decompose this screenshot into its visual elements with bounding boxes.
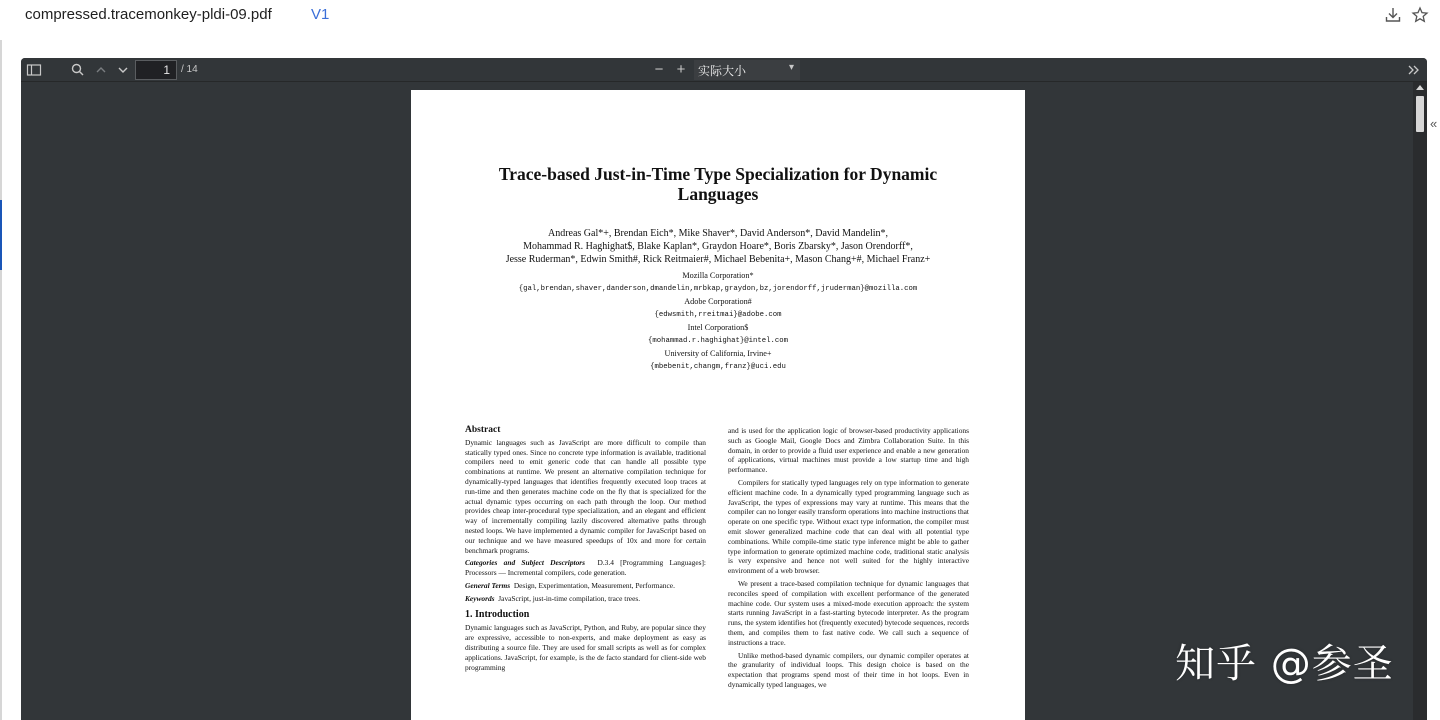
- pdf-toolbar: [21, 58, 1427, 82]
- terms-text: Design, Experimentation, Measurement, Performance.: [513, 580, 675, 590]
- pdf-viewer: [21, 58, 1427, 720]
- file-name: compressed.tracemonkey-pldi-09.pdf: [25, 6, 272, 23]
- affiliation-org: University of California, Irvine+: [664, 349, 772, 358]
- page-number-input[interactable]: 1: [135, 60, 177, 80]
- authors-line-3: Jesse Ruderman*, Edwin Smith#, Rick Reitmaier#, Michael Bebenita+, Mason Chang+#, Michael Franz+: [505, 254, 931, 265]
- right-paragraph-1: and is used for the application logic of browser-based productivity applications such as Google Mail, Google Docs and Zimbra Collaboration Suite. In this domain, in order to provide a fluid user experience and enable a new generation of applications, virtual machines must provide a low startup time and high performance.: [728, 426, 969, 475]
- scroll-thumb[interactable]: [1416, 96, 1424, 132]
- intro-heading: 1. Introduction: [465, 608, 530, 620]
- zoom-value: 实际大小: [698, 64, 747, 78]
- author-list: [431, 227, 1005, 266]
- collapse-panel-icon[interactable]: «: [1430, 116, 1438, 131]
- left-column: [465, 426, 706, 675]
- affiliation-email: {mbebenit,changm,franz}@uci.edu: [650, 362, 786, 371]
- right-paragraph-3: We present a trace-based compilation technique for dynamic languages that reconciles speed of compilation with excellent performance of the generated machine code. Our system uses a mixed-mode execution approach: the system starts running JavaScript in a fast-starting bytecode interpreter. As the program runs, the system identifies hot (frequently executed) bytecode sequences, records them, and compiles them to fast native code. We call such a sequence of instructions a trace.: [728, 578, 969, 647]
- abstract-heading: Abstract: [465, 425, 501, 435]
- watermark: 知乎 @参圣: [1175, 641, 1394, 687]
- page-total: / 14: [181, 64, 198, 75]
- scroll-up-arrow[interactable]: [1416, 85, 1424, 90]
- paper-title: [451, 164, 985, 204]
- zoom-out-button[interactable]: −: [654, 61, 664, 78]
- file-version-badge[interactable]: V1: [311, 6, 330, 23]
- star-icon[interactable]: [1411, 6, 1429, 24]
- left-edge-marker: [0, 200, 2, 270]
- affiliation-org: Adobe Corporation#: [684, 297, 752, 306]
- categories: [465, 558, 706, 578]
- title-line-1: Trace-based Just-in-Time Type Specialization for Dynamic: [498, 164, 938, 184]
- affiliation-email: {edwsmith,rreitmai}@adobe.com: [654, 310, 782, 319]
- chevron-down-icon[interactable]: [114, 61, 132, 79]
- pdf-page: [411, 90, 1025, 720]
- abstract-text: Dynamic languages such as JavaScript are more difficult to compile than statically typed ones. Since no concrete type information is available, traditional compilers need to emit generic code that can handle all possible type combinations at runtime. We present an alternative compilation technique for dynamically-typed languages that identifies frequently executed loop traces at run-time and then generates machine code on the fly that is specialized for the actual dynamic types occurring on each path through the loop. Our method provides cheap inter-procedural type specialization, and an elegant and efficient way of incrementally compiling lazily discovered alternative paths through nested loops. We have implemented a dynamic compiler for JavaScript based on our technique and we have measured speedups of 10x and more for certain benchmark programs.: [465, 437, 706, 555]
- double-chevron-right-icon[interactable]: [1405, 61, 1423, 79]
- zoom-select[interactable]: [694, 60, 800, 80]
- keywords: [465, 594, 706, 604]
- affiliation-intel: [431, 322, 1005, 347]
- affiliation-email: {mohammad.r.haghighat}@intel.com: [647, 336, 789, 345]
- file-header: [0, 0, 1440, 40]
- affiliation-uci: [431, 348, 1005, 373]
- download-icon[interactable]: [1384, 6, 1402, 24]
- search-icon[interactable]: [69, 61, 87, 79]
- keywords-text: JavaScript, just-in-time compilation, trace trees.: [498, 593, 641, 603]
- chevron-up-icon[interactable]: [92, 61, 110, 79]
- right-paragraph-4: Unlike method-based dynamic compilers, our dynamic compiler operates at the granularity of individual loops. This design choice is based on the expectation that programs spend most of their time in hot loops. Even in dynamically typed languages, we: [728, 650, 969, 689]
- vertical-scrollbar[interactable]: [1413, 82, 1427, 720]
- right-paragraph-2: Compilers for statically typed languages rely on type information to generate efficient machine code. In a dynamically typed programming language such as JavaScript, the types of expressions may vary at runtime. This means that the compiler can no longer easily transform operations into machine instructions that operate on one specific type. Without exact type information, the compiler must emit slower generalized machine code that can deal with all potential type combinations. While compile-time static type inference might be able to gather type information to generate optimized machine code, traditional static analysis is very expensive and hence not well suited for the highly interactive environment of a web browser.: [728, 477, 969, 576]
- authors-line-1: Andreas Gal*+, Brendan Eich*, Mike Shaver*, David Anderson*, David Mandelin*,: [547, 228, 888, 239]
- title-line-2: Languages: [677, 184, 759, 204]
- categories-label: Categories and Subject Descriptors: [465, 558, 586, 568]
- zoom-in-button[interactable]: +: [676, 61, 686, 78]
- intro-text: Dynamic languages such as JavaScript, Python, and Ruby, are popular since they are expressive, accessible to non-experts, and make deployment as easy as distributing a source file. They are used for small scripts as well as for complex applications. JavaScript, for example, is the de facto standard for client-side web programming: [465, 623, 706, 672]
- left-edge: [0, 40, 2, 720]
- affiliation-org: Intel Corporation$: [687, 323, 749, 332]
- right-column: [728, 426, 969, 693]
- keywords-label: Keywords: [465, 593, 495, 603]
- terms-label: General Terms: [465, 580, 511, 590]
- affiliation-email: {gal,brendan,shaver,danderson,dmandelin,mrbkap,graydon,bz,jorendorff,jruderman}@mozilla.com: [518, 284, 918, 293]
- affiliation-adobe: [431, 296, 1005, 321]
- authors-line-2: Mohammad R. Haghighat$, Blake Kaplan*, Graydon Hoare*, Boris Zbarsky*, Jason Orendorff*,: [523, 241, 913, 252]
- categories-text: D.3.4 [Programming Languages]: Processors — Incremental compilers, code generation.: [465, 558, 706, 578]
- affiliation-org: Mozilla Corporation*: [682, 271, 754, 280]
- chevron-down-icon: ▾: [788, 62, 794, 73]
- affiliation-mozilla: [431, 270, 1005, 295]
- sidebar-toggle-icon[interactable]: [25, 61, 43, 79]
- general-terms: [465, 581, 706, 591]
